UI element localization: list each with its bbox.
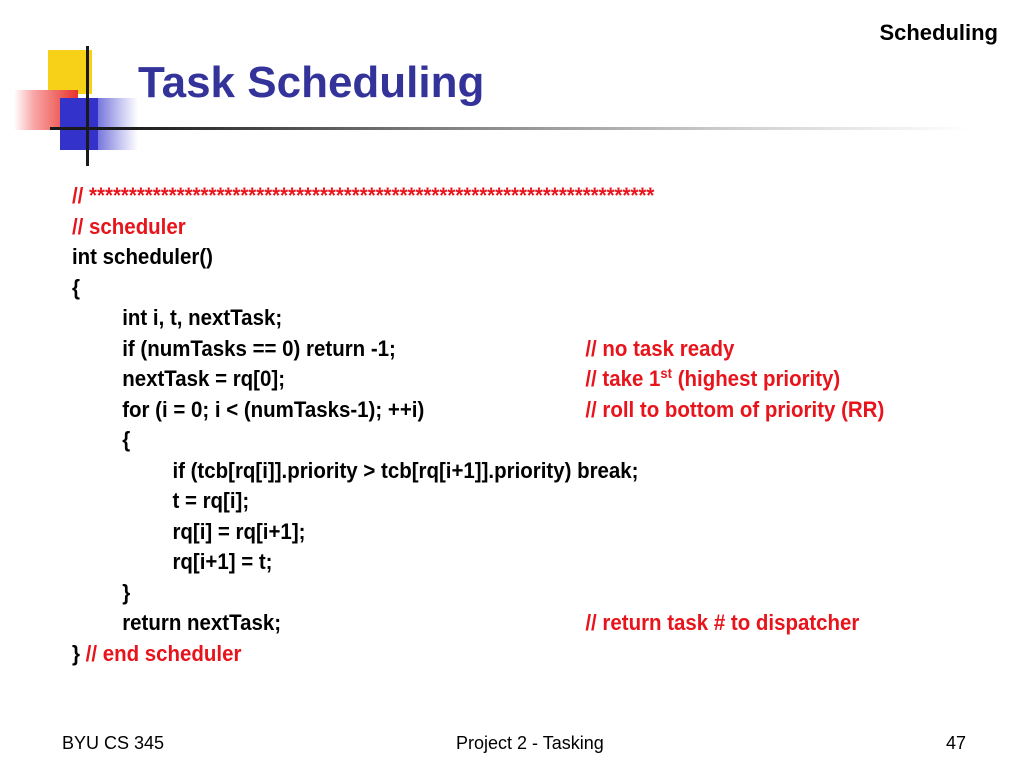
section-label: Scheduling — [879, 20, 998, 45]
code-text: rq[i+1] = t; — [172, 549, 273, 574]
code-line — [72, 517, 306, 548]
code-line — [72, 364, 841, 395]
code-text: t = rq[i]; — [172, 488, 250, 513]
code-comment: // end scheduler — [79, 640, 242, 666]
code-line — [72, 608, 860, 639]
code-text: { — [122, 427, 131, 452]
title-underline — [50, 127, 970, 130]
code-text: { — [72, 274, 80, 300]
decor-blue-square — [60, 98, 98, 150]
code-text: for (i = 0; i < (numTasks-1); ++i) — [122, 396, 425, 422]
ordinal-superscript: st — [660, 365, 673, 381]
code-comment: // return task # to dispatcher — [585, 610, 860, 635]
comment-part: (highest priority) — [672, 366, 841, 391]
code-comment — [585, 364, 840, 395]
code-line — [72, 334, 735, 365]
code-line — [72, 639, 242, 670]
code-text: int i, t, nextTask; — [122, 305, 283, 330]
footer-project: Project 2 - Tasking — [456, 733, 604, 753]
closing-brace: } — [72, 640, 80, 666]
code-text: rq[i] = rq[i+1]; — [172, 518, 306, 544]
code-comment: // scheduler — [72, 213, 186, 239]
code-text: if (numTasks == 0) return -1; — [122, 335, 396, 361]
code-text: int scheduler() — [72, 244, 213, 269]
code-line — [72, 395, 885, 426]
code-line — [72, 486, 250, 517]
code-line — [72, 181, 655, 212]
code-line — [72, 273, 95, 304]
decor-vertical-line — [86, 46, 89, 166]
code-text — [72, 639, 241, 670]
code-line — [72, 547, 273, 578]
code-line — [72, 242, 213, 273]
code-text: nextTask = rq[0]; — [122, 366, 286, 391]
code-comment: // no task ready — [585, 335, 735, 361]
code-line — [72, 578, 131, 609]
code-line — [72, 212, 186, 243]
comment-part: // take 1 — [585, 366, 661, 391]
page-number: 47 — [945, 733, 966, 753]
code-text: return nextTask; — [122, 610, 282, 635]
code-line — [72, 456, 639, 487]
code-text: if (tcb[rq[i]].priority > tcb[rq[i+1]].priority) break; — [172, 457, 639, 483]
code-comment: // roll to bottom of priority (RR) — [585, 396, 885, 422]
decor-blue-fade — [98, 98, 138, 150]
code-block — [72, 181, 885, 669]
code-comment: // *********************************************************************** — [72, 183, 655, 208]
code-text: } — [122, 579, 131, 605]
slide-title: Task Scheduling — [138, 58, 485, 107]
code-line — [72, 303, 283, 334]
footer-course: BYU CS 345 — [62, 733, 165, 753]
code-line — [72, 425, 131, 456]
